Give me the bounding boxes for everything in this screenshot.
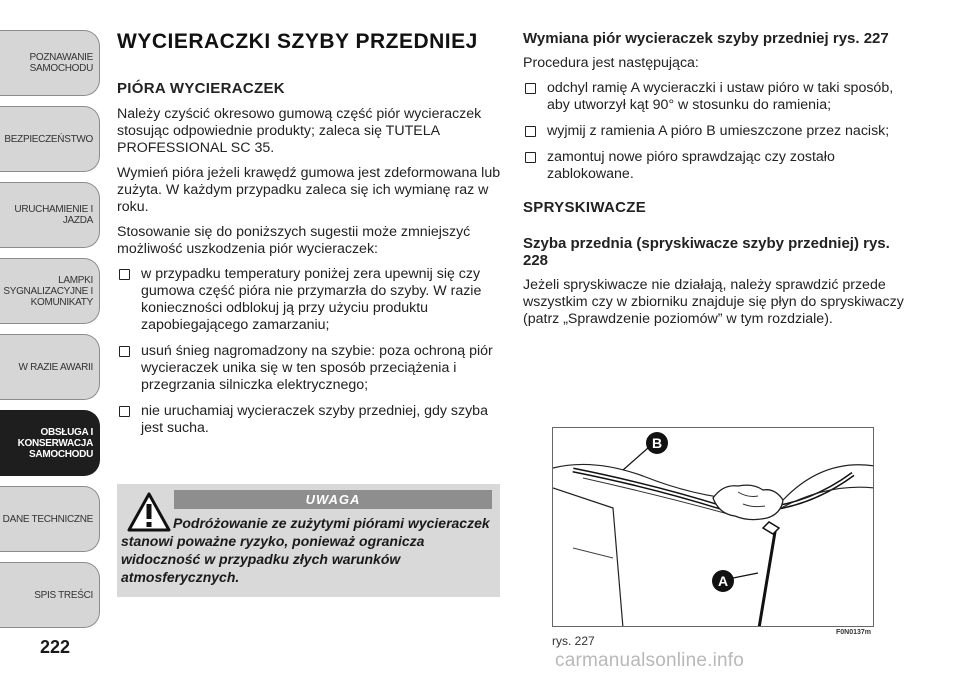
paragraph: Należy czyścić okresowo gumową część piór wycieraczek stosując odpowiednie produkty; zaleca się TUTELA PROFESSIONAL SC 35.	[117, 106, 482, 156]
checkbox-bullet-icon	[119, 406, 130, 417]
subheading-windscreen-washers: Szyba przednia (spryskiwacze szyby przedniej) rys. 228	[523, 235, 890, 269]
tab-uruchamienie-i-jazda[interactable]: URUCHAMIENIE I JAZDA	[0, 182, 100, 248]
checkbox-bullet-icon	[119, 269, 130, 280]
warning-box	[117, 484, 500, 597]
checkbox-bullet-icon	[525, 83, 536, 94]
paragraph: Wymień pióra jeżeli krawędź gumowa jest zdeformowana lub zużyta. W każdym przypadku zaleca się ich wymianę raz w roku.	[117, 165, 501, 215]
figure-caption: rys. 227	[552, 634, 595, 648]
checkbox-bullet-icon	[525, 152, 536, 163]
list-item-text: nie uruchamiaj wycieraczek szyby przedniej, gdy szyba jest sucha.	[141, 403, 488, 436]
tab-obsluga-i-konserwacja[interactable]: OBSŁUGA I KONSERWACJA SAMOCHODU	[0, 410, 100, 476]
procedure-steps	[523, 80, 913, 183]
paragraph: Stosowanie się do poniższych sugestii może zmniejszyć możliwość uszkodzenia piór wycieraczek:	[117, 224, 471, 257]
page-number: 222	[40, 637, 71, 657]
list-item	[523, 80, 913, 114]
figure-wiper-replacement	[552, 427, 874, 627]
warning-heading: UWAGA	[174, 490, 492, 509]
tab-bezpieczenstwo[interactable]: BEZPIECZEŃSTWO	[0, 106, 100, 172]
checkbox-bullet-icon	[119, 346, 130, 357]
list-item	[117, 266, 502, 334]
watermark: carmanualsonline.info	[555, 650, 745, 671]
list-item	[117, 403, 502, 437]
tab-spis-tresci[interactable]: SPIS TREŚCI	[0, 562, 100, 628]
list-item	[523, 149, 913, 183]
left-column	[117, 30, 502, 446]
list-item-text: usuń śnieg nagromadzony na szybie: poza ochroną piór wycieraczek unika się w ten sposób przeciążenia i przegrzania silniczka elektrycznego;	[141, 343, 493, 393]
paragraph: Procedura jest następująca:	[523, 55, 699, 71]
label-a: A	[717, 573, 729, 589]
bullet-list	[117, 266, 502, 437]
section-title-washers: SPRYSKIWACZE	[523, 199, 647, 216]
paragraph: Jeżeli spryskiwacze nie działają, należy sprawdzić przede wszystkim czy w zbiorniku znajduje się płyn do spryskiwaczy (patrz „Sprawdzenie poziomów” w tym rozdziale).	[523, 277, 904, 327]
warning-text: Podróżowanie ze zużytymi piórami wycieraczek stanowi poważne ryzyko, ponieważ ogranicza widoczność w przypadku złych warunków atmosferycznych.	[121, 515, 490, 585]
list-item-text: w przypadku temperatury poniżej zera upewnij się czy gumowa część pióra nie przymarzła do szyby. W razie konieczności odblokuj ją przy użyciu produktu zapobiegającego zamarzaniu;	[141, 266, 482, 333]
list-item-text: zamontuj nowe pióro sprawdzając czy zostało zablokowane.	[547, 149, 835, 182]
list-item	[117, 343, 502, 394]
list-item-text: odchyl ramię A wycieraczki i ustaw pióro w taki sposób, aby utworzył kąt 90° w stosunku do ramienia;	[547, 80, 894, 113]
section-title-wiper-blades: PIÓRA WYCIERACZEK	[117, 80, 285, 97]
tab-lampki-sygnalizacyjne[interactable]: LAMPKI SYGNALIZACYJNE I KOMUNIKATY	[0, 258, 100, 324]
list-item	[523, 123, 913, 140]
subheading-replacing-blades: Wymiana piór wycieraczek szyby przedniej rys. 227	[523, 30, 889, 47]
tab-dane-techniczne[interactable]: DANE TECHNICZNE	[0, 486, 100, 552]
figure-code: F0N0137m	[836, 629, 872, 636]
wiper-illustration	[553, 428, 874, 627]
label-b: B	[651, 435, 663, 451]
page-title: WYCIERACZKI SZYBY PRZEDNIEJ	[117, 30, 478, 53]
tab-w-razie-awarii[interactable]: W RAZIE AWARII	[0, 334, 100, 400]
list-item-text: wyjmij z ramienia A pióro B umieszczone przez nacisk;	[547, 123, 890, 139]
tab-poznawanie-samochodu[interactable]: POZNAWANIE SAMOCHODU	[0, 30, 100, 96]
right-column	[523, 30, 913, 336]
checkbox-bullet-icon	[525, 126, 536, 137]
